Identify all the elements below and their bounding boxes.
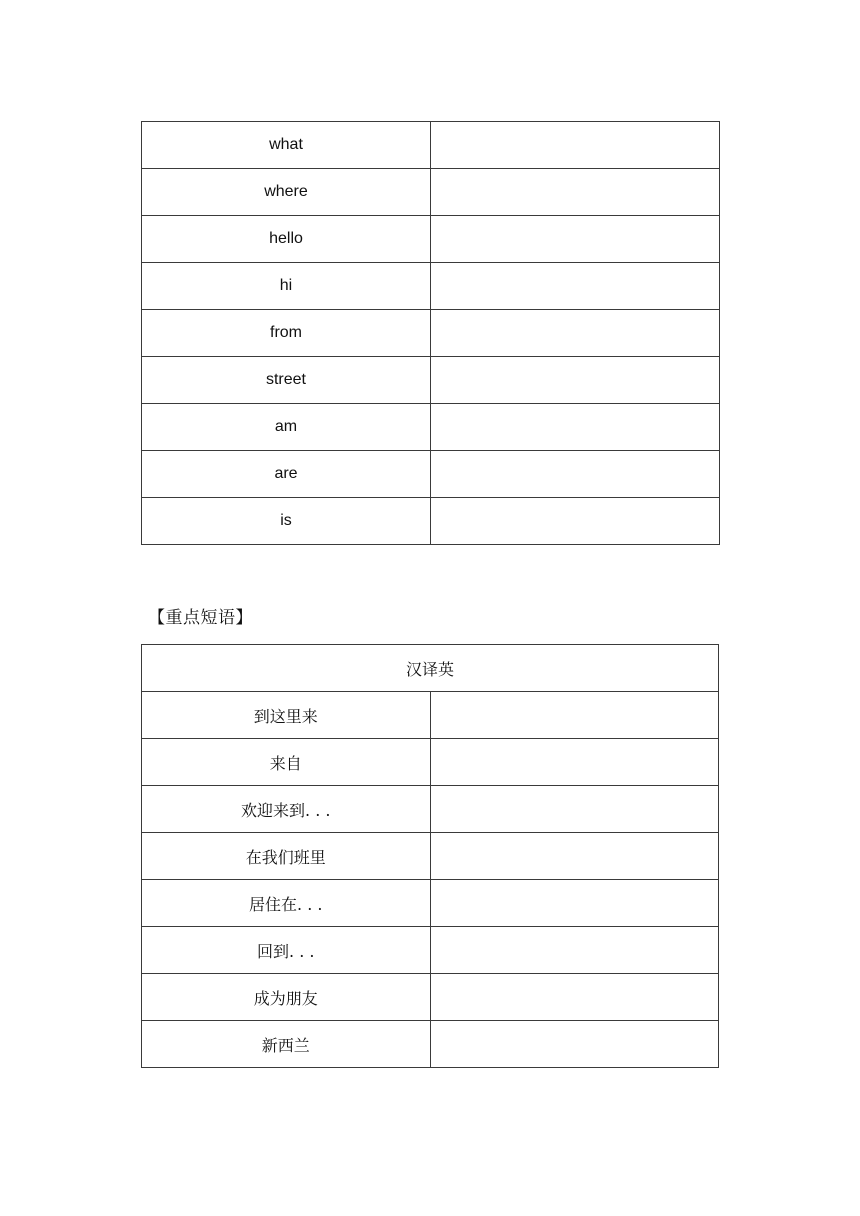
table-row xyxy=(142,357,720,404)
phrase-cell: 到这里来 xyxy=(142,692,431,739)
answer-cell[interactable] xyxy=(430,880,719,927)
table-row xyxy=(142,739,719,786)
vocab-word: hello xyxy=(142,216,431,263)
table-row xyxy=(142,169,720,216)
answer-cell[interactable] xyxy=(430,974,719,1021)
answer-cell[interactable] xyxy=(431,498,720,545)
vocab-word: from xyxy=(142,310,431,357)
answer-cell[interactable] xyxy=(431,122,720,169)
phrase-cell: 来自 xyxy=(142,739,431,786)
table-row xyxy=(142,1021,719,1068)
answer-cell[interactable] xyxy=(431,357,720,404)
vocabulary-table xyxy=(141,121,720,545)
phrase-cell: 在我们班里 xyxy=(142,833,431,880)
answer-cell[interactable] xyxy=(431,169,720,216)
answer-cell[interactable] xyxy=(430,739,719,786)
answer-cell[interactable] xyxy=(431,310,720,357)
phrase-cell: 成为朋友 xyxy=(142,974,431,1021)
phrase-cell: 居住在. . . xyxy=(142,880,431,927)
table-row xyxy=(142,263,720,310)
vocab-word: are xyxy=(142,451,431,498)
vocab-word: am xyxy=(142,404,431,451)
answer-cell[interactable] xyxy=(430,1021,719,1068)
vocab-word: where xyxy=(142,169,431,216)
table-row xyxy=(142,927,719,974)
table-row xyxy=(142,974,719,1021)
phrase-cell: 回到. . . xyxy=(142,927,431,974)
answer-cell[interactable] xyxy=(431,216,720,263)
table-row xyxy=(142,786,719,833)
table-header-row xyxy=(142,645,719,692)
section-heading: 【重点短语】 xyxy=(148,608,253,628)
phrase-table xyxy=(141,644,719,1068)
table-row xyxy=(142,451,720,498)
answer-cell[interactable] xyxy=(430,927,719,974)
table-row xyxy=(142,498,720,545)
phrase-cell: 欢迎来到. . . xyxy=(142,786,431,833)
table-row xyxy=(142,880,719,927)
answer-cell[interactable] xyxy=(430,692,719,739)
answer-cell[interactable] xyxy=(430,833,719,880)
phrase-cell: 新西兰 xyxy=(142,1021,431,1068)
table-row xyxy=(142,122,720,169)
table-row xyxy=(142,692,719,739)
vocab-word: what xyxy=(142,122,431,169)
table-row xyxy=(142,310,720,357)
vocab-word: street xyxy=(142,357,431,404)
answer-cell[interactable] xyxy=(431,263,720,310)
table-row xyxy=(142,216,720,263)
table-row xyxy=(142,833,719,880)
table-header: 汉译英 xyxy=(142,645,719,692)
answer-cell[interactable] xyxy=(431,404,720,451)
answer-cell[interactable] xyxy=(430,786,719,833)
vocab-word: hi xyxy=(142,263,431,310)
table-row xyxy=(142,404,720,451)
answer-cell[interactable] xyxy=(431,451,720,498)
vocab-word: is xyxy=(142,498,431,545)
